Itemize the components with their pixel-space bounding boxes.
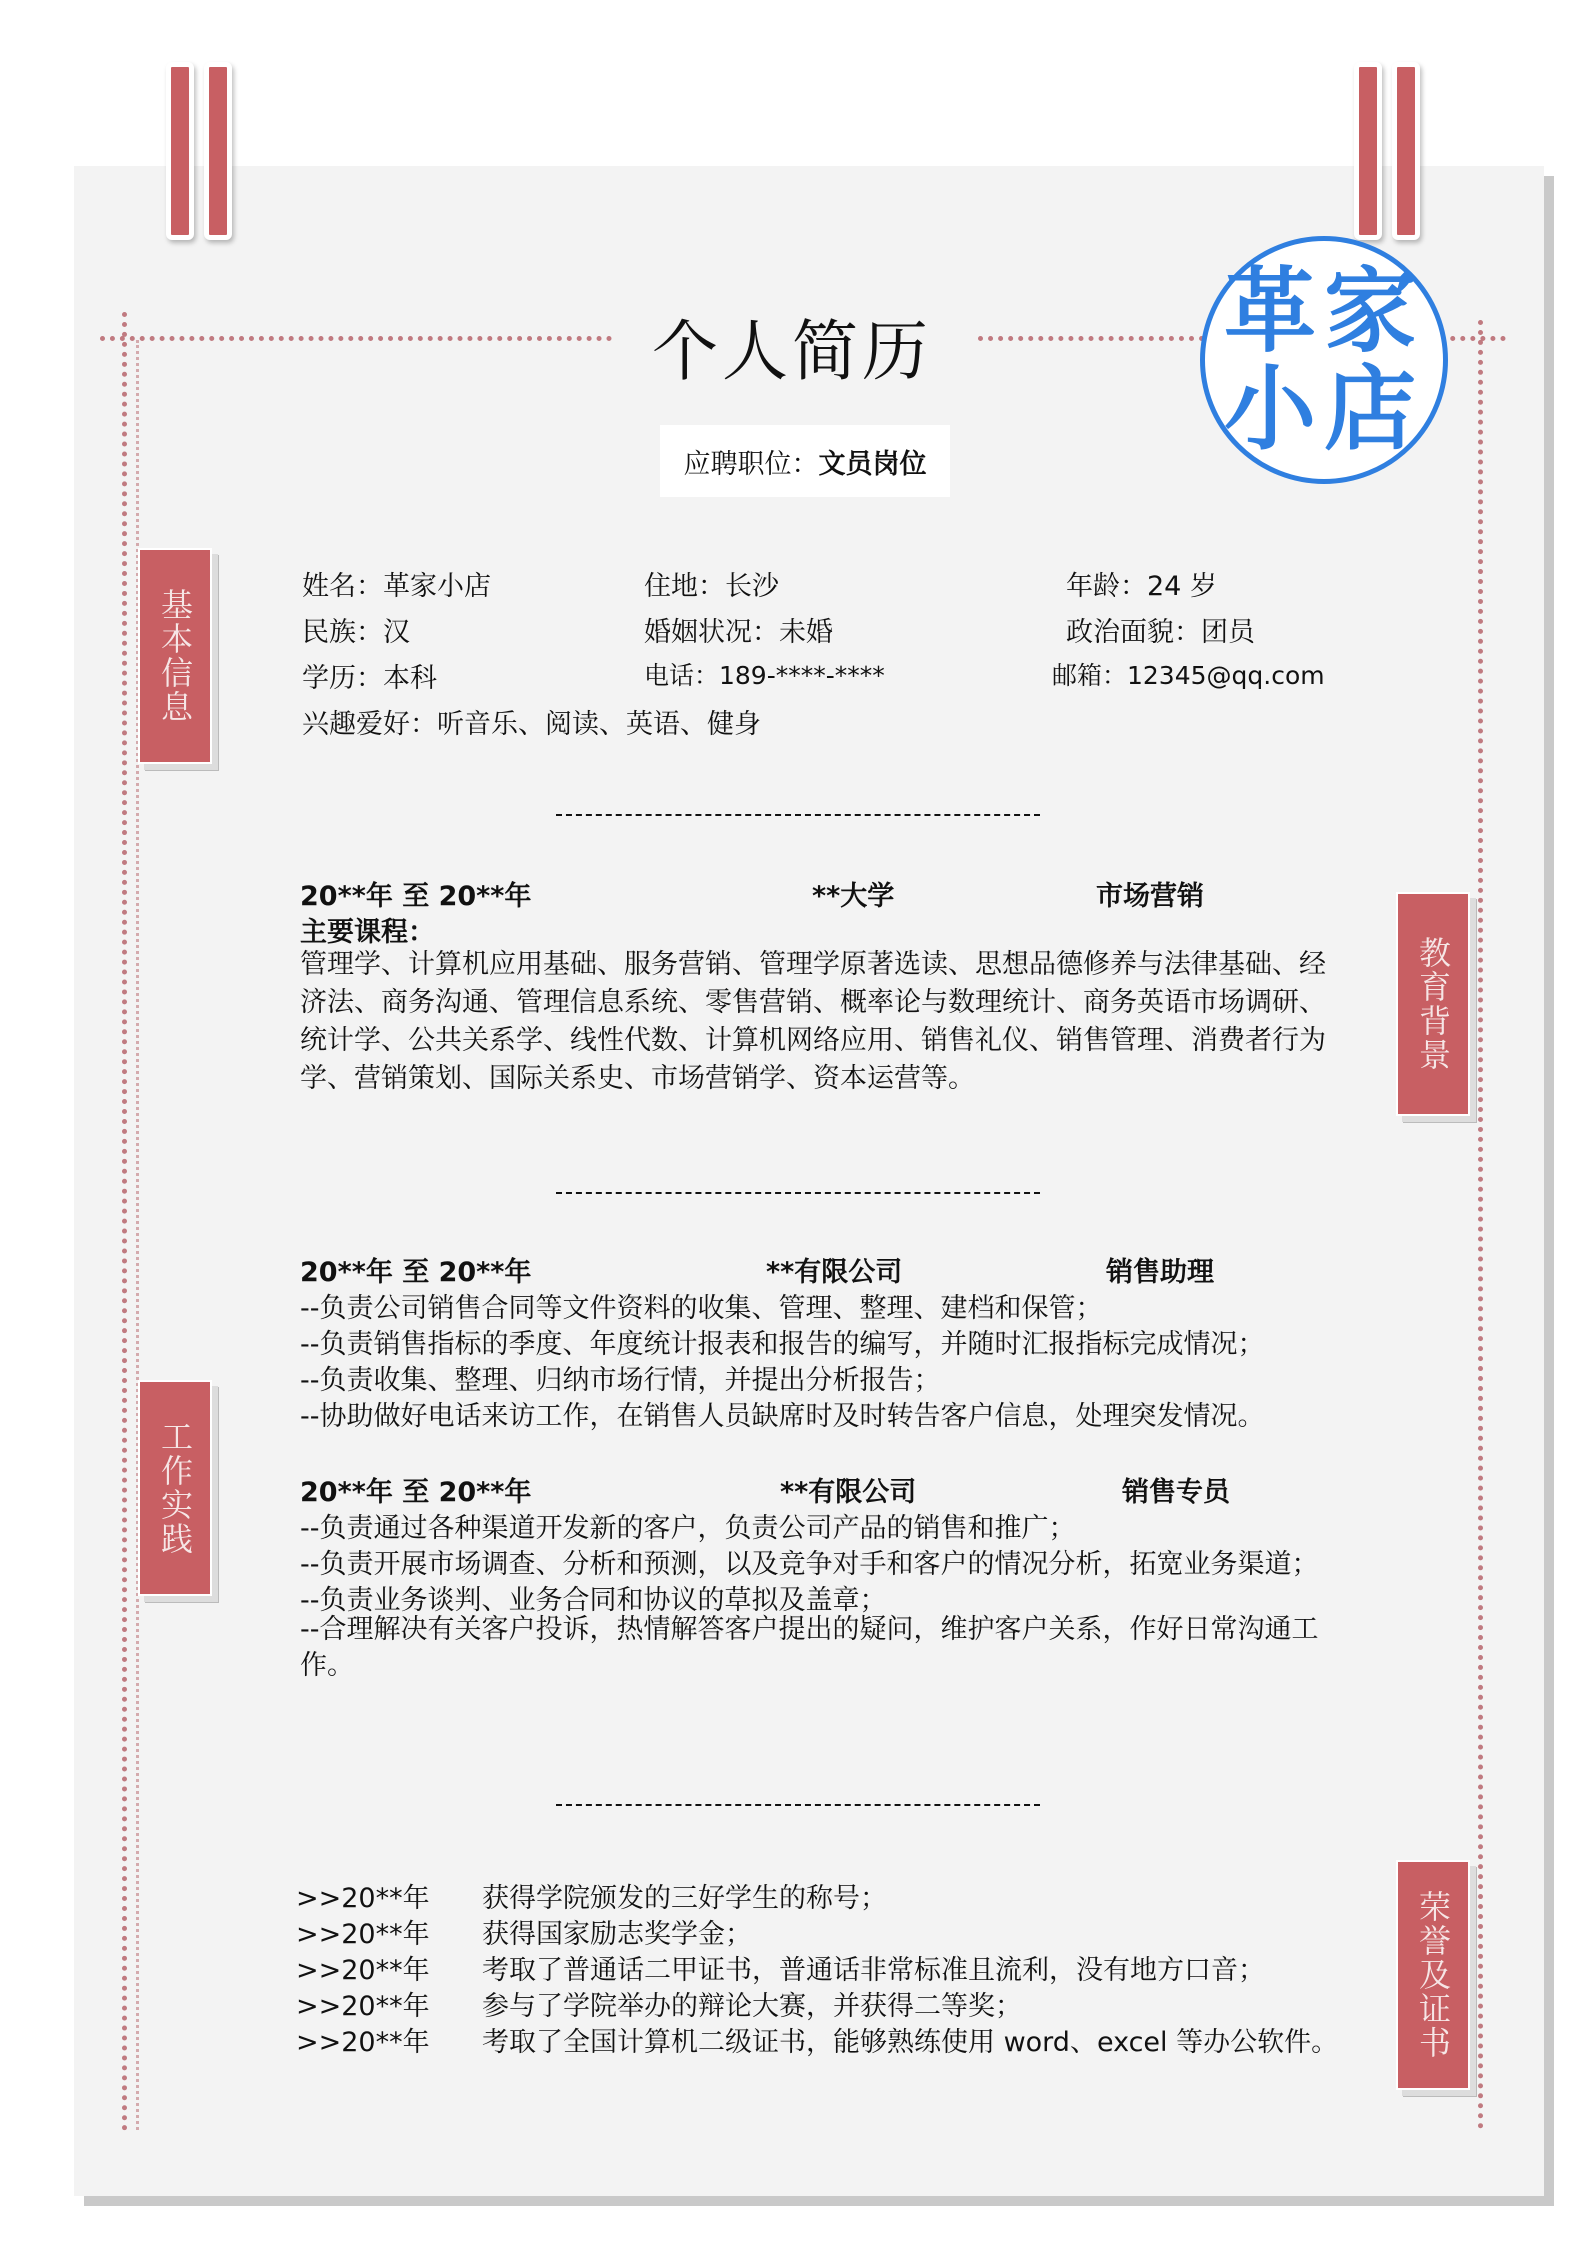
tab-basic-info: 基本信息 [138,548,212,764]
paper-clip-left-b [204,62,232,240]
honor-5-year: >>20**年 [296,2027,430,2058]
work-1-duty-4: --协助做好电话来访工作，在销售人员缺席时及时转告客户信息，处理突发情况。 [300,1401,1265,1432]
work-1-duty-2: --负责销售指标的季度、年度统计报表和报告的编写，并随时汇报指标完成情况； [300,1329,1265,1360]
info-marital: 婚姻状况：未婚 [644,617,833,648]
stamp-line-2: 小店 [1223,355,1424,463]
paper-clip-right-a [1354,62,1382,240]
paper-clip-right-b [1392,62,1420,240]
work-2-duty-4: --合理解决有关客户投诉，热情解答客户提出的疑问，维护客户关系，作好日常沟通工作。 [300,1614,1319,1681]
section-divider-3 [556,1804,1040,1806]
honor-1-year: >>20**年 [296,1883,430,1914]
work-1-period: 20**年 至 20**年 [300,1257,532,1288]
frame-top-left [100,336,612,341]
edu-major: 市场营销 [1096,881,1204,912]
info-email: 邮箱：12345@qq.com [1052,661,1325,690]
honor-5-text: 考取了全国计算机二级证书，能够熟练使用 word、excel 等办公软件。 [482,2027,1339,2058]
title-box [612,290,972,400]
honor-3-text: 考取了普通话二甲证书，普通话非常标准且流利，没有地方口音； [482,1955,1265,1986]
shop-stamp [1200,236,1448,484]
work-2-period: 20**年 至 20**年 [300,1477,532,1508]
edu-courses-label: 主要课程： [300,917,435,948]
work-1-role: 销售助理 [1106,1257,1214,1288]
work-1-duty-1: --负责公司销售合同等文件资料的收集、管理、整理、建档和保管； [300,1293,1103,1324]
honor-4-year: >>20**年 [296,1991,430,2022]
honor-2-year: >>20**年 [296,1919,430,1950]
edu-courses: 管理学、计算机应用基础、服务营销、管理学原著选读、思想品德修养与法律基础、经济法、商务沟通、管理信息系统、零售营销、概率论与数理统计、商务英语市场调研、统计学、公共关系学、线性代数、计算机网络应用、销售礼仪、销售管理、消费者行为学、营销策划、国际关系史、市场营销学、资本运营等。 [300,949,1326,1094]
honor-4-text: 参与了学院举办的辩论大赛，并获得二等奖； [482,1991,1022,2022]
honor-2-text: 获得国家励志奖学金； [482,1919,752,1950]
info-ethnicity: 民族：汉 [302,617,410,648]
honor-1-text: 获得学院颁发的三好学生的称号； [482,1883,887,1914]
frame-left [122,312,127,2132]
info-age: 年龄：24 岁 [1066,571,1217,602]
work-1-company: **有限公司 [766,1257,903,1288]
work-2-duty-2: --负责开展市场调查、分析和预测，以及竞争对手和客户的情况分析，拓宽业务渠道； [300,1549,1319,1580]
info-hobbies: 兴趣爱好：听音乐、阅读、英语、健身 [302,709,761,740]
section-divider-1 [556,814,1040,816]
tab-education: 教育背景 [1396,892,1470,1116]
stamp-line-1: 革家 [1223,257,1424,365]
work-2-duty-1: --负责通过各种渠道开发新的客户，负责公司产品的销售和推广； [300,1513,1076,1544]
info-name: 姓名：革家小店 [302,571,491,602]
position-box [660,425,950,497]
work-2-duty-3: --负责业务谈判、业务合同和协议的草拟及盖章； [300,1585,887,1616]
honor-3-year: >>20**年 [296,1955,430,1986]
info-degree: 学历：本科 [302,663,437,694]
info-political: 政治面貌：团员 [1066,617,1255,648]
tab-work: 工作实践 [138,1380,212,1596]
edu-period: 20**年 至 20**年 [300,881,532,912]
tab-honors: 荣誉及证书 [1396,1860,1470,2090]
position-value: 文员岗位 [818,448,927,480]
paper-clip-left-a [166,62,194,240]
frame-right [1478,320,1483,2130]
work-2-company: **有限公司 [780,1477,917,1508]
info-phone: 电话：189-****-**** [644,661,885,690]
page-title: 个人简历 [652,312,932,390]
section-divider-2 [556,1192,1040,1194]
info-residence: 住地：长沙 [644,571,779,602]
work-2-role: 销售专员 [1122,1477,1230,1508]
position-label: 应聘职位： [683,448,819,480]
edu-school: **大学 [812,881,895,912]
work-1-duty-3: --负责收集、整理、归纳市场行情，并提出分析报告； [300,1365,941,1396]
